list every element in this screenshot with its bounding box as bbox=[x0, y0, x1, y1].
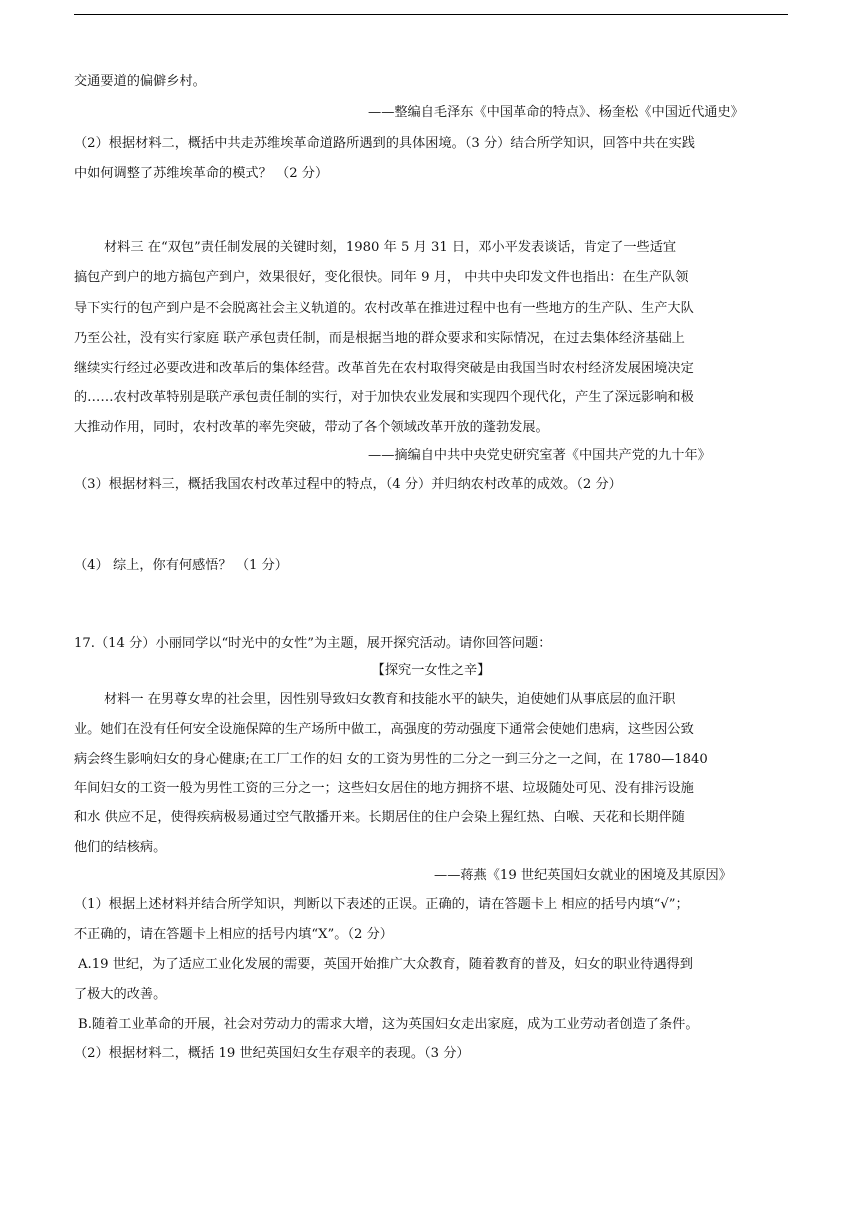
material-three-line: 搞包产到户的地方搞包产到户，效果很好，变化很快。同年 9 月， 中共中央印发文件也指出：在生产队领 bbox=[74, 270, 689, 285]
material-three-line: 的……农村改革特别是联产承包责任制的实行，对于加快农业发展和实现四个现代化，产生了深远影响和极 bbox=[74, 390, 694, 405]
material-three-line: 材料三 在“双包”责任制发展的关键时刻，1980 年 5 月 31 日，邓小平发表谈话，肯定了一些适宜 bbox=[104, 240, 677, 255]
option-b-line: B.随着工业革命的开展，社会对劳动力的需求大增，这为英国妇女走出家庭，成为工业劳动者创造了条件。 bbox=[78, 1017, 699, 1032]
material-one-line: 病会终生影响妇女的身心健康;在工厂工作的妇 女的工资为男性的二分之一到三分之一之间，在 1780—1840 bbox=[74, 752, 708, 767]
material-three-line: 导下实行的包产到户是不会脱离社会主义轨道的。农村改革在推进过程中也有一些地方的生产队、生产大队 bbox=[74, 301, 694, 316]
question-line: （4） 综上，你有何感悟？ （1 分） bbox=[74, 558, 288, 573]
material-one-line: 他们的结核病。 bbox=[74, 840, 167, 855]
question-line: （2）根据材料二，概括中共走苏维埃革命道路所遇到的具体困境。（3 分）结合所学知识，回答中共在实践 bbox=[74, 136, 695, 151]
material-one-line: 年间妇女的工资一般为男性工资的三分之一；这些妇女居住的地方拥挤不堪、垃圾随处可见、没有排污设施 bbox=[74, 781, 694, 796]
option-a-line: A.19 世纪，为了适应工业化发展的需要，英国开始推广大众教育，随着教育的普及，妇女的职业待遇得到 bbox=[78, 957, 693, 972]
header-rule bbox=[74, 14, 788, 15]
source-citation: ——整编自毛泽东《中国革命的特点》、杨奎松《中国近代通史》 bbox=[368, 105, 744, 120]
material-three-line: 乃至公社，没有实行家庭 联产承包责任制，而是根据当地的群众要求和实际情况，在过去集体经济基础上 bbox=[74, 331, 685, 346]
material-one-line: 材料一 在男尊女卑的社会里，因性别导致妇女教育和技能水平的缺失，迫使她们从事底层的血汗职 bbox=[104, 692, 676, 707]
question-line: 不正确的，请在答题卡上相应的括号内填“X”。（2 分） bbox=[74, 927, 393, 942]
question-line: （2）根据材料二，概括 19 世纪英国妇女生存艰辛的表现。（3 分） bbox=[74, 1046, 470, 1061]
question-line: （1）根据上述材料并结合所学知识，判断以下表述的正误。正确的，请在答题卡上 相应的括号内填“√”； bbox=[74, 897, 689, 912]
section-heading: 【探究一女性之辛】 bbox=[371, 663, 491, 678]
material-three-line: 大推动作用，同时，农村改革的率先突破，带动了各个领域改革开放的蓬勃发展。 bbox=[74, 420, 549, 435]
material-one-line: 业。她们在没有任何安全设施保障的生产场所中做工，高强度的劳动强度下通常会使她们患病，这些因公致 bbox=[74, 722, 694, 737]
text-line: 交通要道的偏僻乡村。 bbox=[74, 74, 206, 89]
question-heading: 17.（14 分）小丽同学以“时光中的女性”为主题，展开探究活动。请你回答问题： bbox=[74, 636, 552, 651]
source-citation: ——摘编自中共中央党史研究室著《中国共产党的九十年》 bbox=[368, 448, 711, 463]
option-a-line: 了极大的改善。 bbox=[74, 987, 167, 1002]
material-three-line: 继续实行经过必要改进和改革后的集体经营。改革首先在农村取得突破是由我国当时农村经济发展困境决定 bbox=[74, 361, 694, 376]
source-citation: ——蒋燕《19 世纪英国妇女就业的困境及其原因》 bbox=[434, 868, 732, 883]
question-line: 中如何调整了苏维埃革命的模式？ （2 分） bbox=[74, 166, 329, 181]
question-line: （3）根据材料三，概括我国农村改革过程中的特点，（4 分）并归纳农村改革的成效。（2 分） bbox=[74, 477, 622, 492]
material-one-line: 和水 供应不足，使得疾病极易通过空气散播开来。长期居住的住户会染上猩红热、白喉、天花和长期伴随 bbox=[74, 810, 685, 825]
